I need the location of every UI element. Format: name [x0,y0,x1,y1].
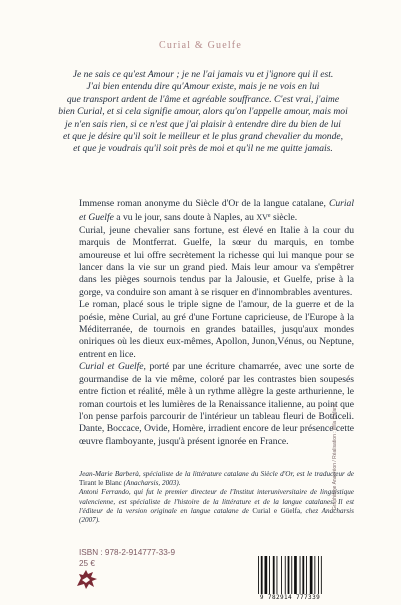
blurb-paragraph: Le roman, placé sous le triple signe de l'amour, de la guerre et de la poésie, mène Curial, au gré d'une Fortune capricieuse, de l'Europe à la Méditerranée, de tournois en grandes batailles, jusqu'aux mondes oniriques où les dieux eux-mêmes, Apollon, Junon,Vénus, ou Neptune, entrent en lice. [79,299,354,360]
translator-bio [79,470,354,488]
century-numeral: XV [256,213,268,223]
isbn-label: ISBN : 978-2-914777-33-9 [79,548,176,557]
blurb-text: a vu le jour, sans doute à Naples, au [113,212,257,224]
quote-line: que transport ardent de l'âme et agréable souffrance. C'est vrai, j'aime [66,93,340,105]
editor-bio [79,488,354,525]
quote-line: je n'en sais rien, si ce n'est que j'ai plaisir à entendre dire du bien de lui [65,118,341,130]
author-bios [79,470,354,525]
century-suffix: e [267,213,271,220]
work-title: Curial et Guelfe [79,361,144,373]
blurb-paragraph [79,361,354,448]
blurb-text: Immense roman anonyme du Siècle d'Or de la langue catalane, [79,198,329,209]
epigraph-quote [47,69,359,156]
quote-line: Je ne sais ce qu'est Amour ; je ne l'ai jamais vu et j'ignore qui il est. [72,69,334,80]
barcode [256,556,326,594]
quote-line: J'ai bien entendu dire qu'Amour existe, mais je ne vois en lui [86,81,320,93]
bio-text: Jean-Marie Barberà, spécialiste de la littérature catalane du Siècle d'Or, est le traducteur de [79,470,354,478]
bio-text: (Anacharsis, 2003). [121,479,181,488]
blurb-paragraph: Curial, jeune chevalier sans fortune, est élevé en Italie à la cour du marquis de Montferrat. Guelfe, la sœur du marquis, en tombe amoureuse et lui offre secrètement la richesse qui lui manque pour se lancer dans la vie sur un grand pied. Mais leur amour va s'empêtrer dans les pièges sournois tendus par la Jalousie, et Guelfe, prise à la gorge, va conduire son amant à se risquer en d'innombrables aventures. [79,224,354,298]
barcode-number: 9 782914 777339 [259,594,321,601]
blurb-text: , porté par une écriture chamarrée, avec une sorte de gourmandise de la vie même, coloré par les contrastes bien soupesés entre fiction et réalité, mêle à un rythme allègre la geste arthurienne, le roman courtois et les lumières de la Renaissance italienne, au point que l'on pense parfois parcourir de l'intérieur un tableau fleuri de Botticeli. Dante, Boccace, Ovide, Homère, irradient encore de leur présence cette œuvre flamboyante, jusqu'à présent ignorée en France. [79,361,354,447]
barcode-bars [256,556,326,594]
price-label: 25 € [79,559,95,568]
bio-text: Antoni Ferrando, qui fut le premier directeur de l'Institut interuniversitaire de linguistique valencienne, est spécialiste de l'histoire de la littérature et de la langue catalanes. Il est l'éditeur de la version originale en langue catalane de [79,488,354,515]
cited-title: Tirant le Blanc [79,479,122,488]
quote-line: et que je voudrais qu'il soit près de moi et qu'il ne me quitte jamais. [73,143,333,155]
quote-line: et que je désire qu'il soit le meilleur et le plus grand chevalier du monde, [62,131,344,143]
publisher-logo [74,566,100,592]
blurb-text: siècle. [270,212,298,224]
work-title: Curial et Guelfe [79,198,354,224]
book-title: Curial & Guelfe [159,40,242,51]
cited-title: Curial e Güelfa [252,506,301,515]
bio-text: , chez Anacharsis (2007). [79,506,354,525]
blurb-paragraph [79,198,354,225]
blurb-body [79,198,354,448]
design-credit: Graphisme Anacréon / Réalisation : Mila Cafard [332,404,338,510]
quote-line: bien Curial, et si cela signifie amour, alors qu'on l'appelle amour, mais moi [58,106,348,118]
